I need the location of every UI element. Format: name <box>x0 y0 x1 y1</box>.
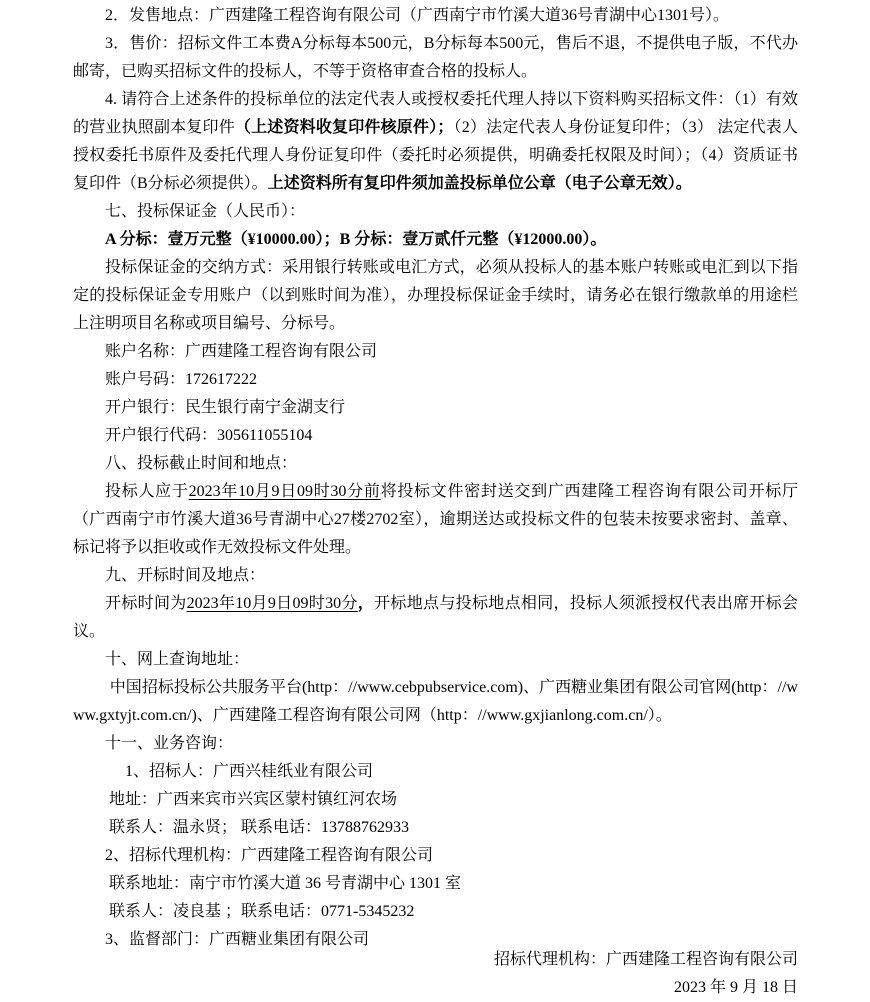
text-run: 开户银行代码：305611055104 <box>105 427 313 444</box>
text-run: 联系人：温永贤； 联系电话：13788762933 <box>109 819 410 836</box>
text-run: 1、招标人：广西兴桂纸业有限公司 <box>125 763 374 780</box>
text-run: 开标地点与投标地点相同，投标人须派授权代表出席开标会议。 <box>73 595 798 640</box>
text-run: 联系地址：南宁市竹溪大道 36 号青湖中心 1301 室 <box>109 875 462 892</box>
underlined-text-run: 2023年10月9日09时30分 <box>186 595 358 612</box>
text-run: 账户号码：172617222 <box>105 371 258 388</box>
text-run: 投标保证金的交纳方式：采用银行转账或电汇方式，必须从投标人的基本账户转账或电汇到以下指定的投标保证金专用账户（以到账时间为准），办理投标保证金手续时，请务必在银行缴款单的用途栏上注明项目名称或项目编号、分标号。 <box>73 259 798 332</box>
text-run: 4. 请符合上述条件的投标单位的法定代表人或授权委托代理人持以下资料购买招标文件：（1）有效的营业执照副本复印件 <box>73 91 798 136</box>
text-run: 九、开标时间及地点： <box>105 567 266 584</box>
bid-bond-amounts <box>73 226 798 254</box>
text-run: 联系人：凌良基 ；联系电话：0771-5345232 <box>109 903 415 920</box>
online-addresses <box>73 674 798 730</box>
tenderer <box>73 758 798 786</box>
signature-date <box>73 974 798 1002</box>
agency-address <box>73 870 798 898</box>
section-8-deadline-heading <box>73 450 798 478</box>
bank-code <box>73 422 798 450</box>
bold-text-run: A 分标：壹万元整（¥10000.00）；B 分标：壹万贰仟元整（¥12000.00）。 <box>105 231 607 248</box>
underlined-text-run: 2023年10月9日09时30分前 <box>188 483 381 500</box>
text-run: 十、网上查询地址： <box>105 651 250 668</box>
bid-submission-deadline <box>73 478 798 562</box>
bank-name <box>73 394 798 422</box>
text-run: 账户名称：广西建隆工程咨询有限公司 <box>105 343 378 360</box>
account-number <box>73 366 798 394</box>
account-name <box>73 338 798 366</box>
bid-bond-payment-method <box>73 254 798 338</box>
tenderer-address <box>73 786 798 814</box>
text-run: 地址：广西来宾市兴宾区蒙村镇红河农场 <box>109 791 398 808</box>
sale-location <box>73 2 798 30</box>
text-run: （2）法定代表人身份证复印件；（3） 法定代表人授权委托书原件及委托代理人身份证复印件（委托时必须提供，明确委托权限及时间）；（4）资质证书复印件（B分标必须提供）。 <box>73 119 798 192</box>
text-run: 八、投标截止时间和地点： <box>105 455 298 472</box>
section-10-online-heading <box>73 646 798 674</box>
bold-text-run: ， <box>357 595 375 612</box>
text-run: 将投标文件密封送交到广西建隆工程咨询有限公司开标厅（广西南宁市竹溪大道36号青湖中心27楼2702室），逾期送达或投标文件的包装未按要求密封、盖章、标记将予以拒收或作无效投标文件处理。 <box>73 483 798 556</box>
text-run: 3．售价：招标文件工本费A分标每本500元，B分标每本500元，售后不退，不提供电子版，不代办邮寄，已购买招标文件的投标人，不等于资格审查合格的投标人。 <box>73 35 798 80</box>
text-run: 2023 年 9 月 18 日 <box>673 979 798 996</box>
bid-opening-time <box>73 590 798 646</box>
price <box>73 30 798 86</box>
text-run: 投标人应于 <box>105 483 189 500</box>
section-11-consult-heading <box>73 730 798 758</box>
section-7-bid-bond-heading <box>73 198 798 226</box>
purchase-requirements <box>73 86 798 198</box>
section-9-opening-heading <box>73 562 798 590</box>
text-run: 开户银行：民生银行南宁金湖支行 <box>105 399 346 416</box>
text-run: 招标代理机构：广西建隆工程咨询有限公司 <box>493 951 798 968</box>
text-run: 七、投标保证金（人民币）： <box>105 203 306 220</box>
text-run: 2、招标代理机构：广西建隆工程咨询有限公司 <box>105 847 434 864</box>
text-run: 开标时间为 <box>105 595 187 612</box>
bold-text-run: （上述资料收复印件核原件）； <box>234 119 454 136</box>
agency-contact <box>73 898 798 926</box>
text-run: 十一、业务咨询： <box>105 735 234 752</box>
tenderer-contact <box>73 814 798 842</box>
text-run: 3、监督部门：广西糖业集团有限公司 <box>105 931 370 948</box>
document-body <box>73 2 798 1002</box>
text-run: 2．发售地点：广西建隆工程咨询有限公司（广西南宁市竹溪大道36号青湖中心1301号）。 <box>105 7 730 24</box>
agency <box>73 842 798 870</box>
text-run: 中国招标投标公共服务平台(http：//www.cebpubservice.com)、广西糖业集团有限公司官网(http：//www.gxtyjt.com.cn/)、广西建隆工程咨询有限公司网（http：//www.gxjianlong.com.cn/）。 <box>73 679 798 724</box>
bold-text-run: 上述资料所有复印件须加盖投标单位公章（电子公章无效）。 <box>267 175 692 192</box>
